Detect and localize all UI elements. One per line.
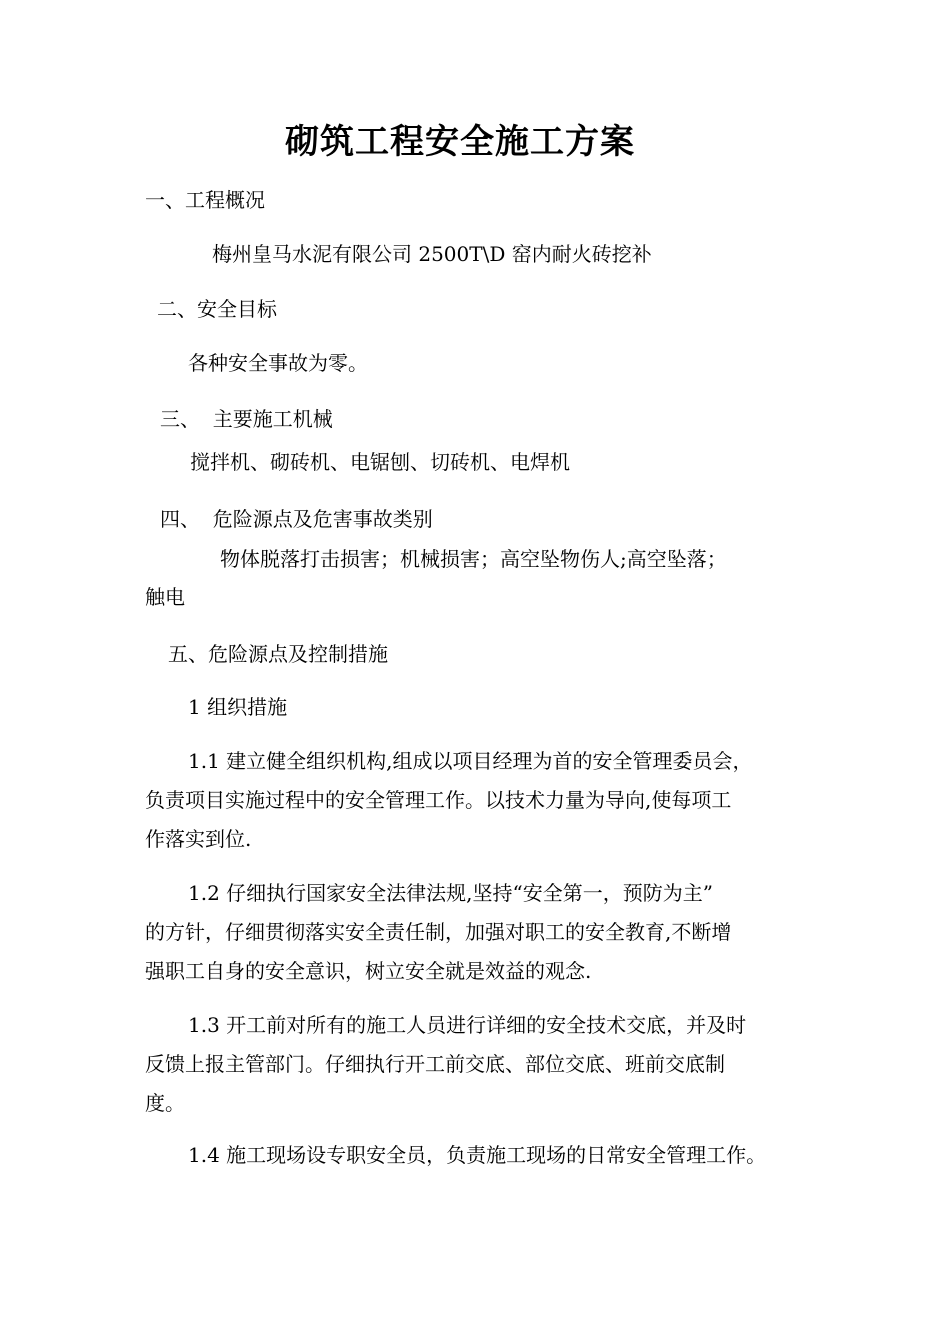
item-1-2-line-3: 强职工自身的安全意识，树立安全就是效益的观念. <box>145 959 592 983</box>
section-4-body-line-2: 触电 <box>145 585 185 609</box>
section-5-heading: 五、危险源点及控制措施 <box>168 642 388 666</box>
item-1-2-line-2: 的方针，仔细贯彻落实安全责任制，加强对职工的安全教育,不断增 <box>145 920 732 944</box>
item-1-1-line-3: 作落实到位. <box>145 827 252 851</box>
section-3-heading: 三、 主要施工机械 <box>160 407 333 431</box>
item-1-1-line-1: 1.1 建立健全组织机构,组成以项目经理为首的安全管理委员会， <box>188 749 753 773</box>
section-1-body: 梅州皇马水泥有限公司 2500T\D 窑内耐火砖挖补 <box>212 242 652 266</box>
section-3-body: 搅拌机、砌砖机、电锯刨、切砖机、电焊机 <box>190 450 570 474</box>
item-1-4-line-1: 1.4 施工现场设专职安全员，负责施工现场的日常安全管理工作。 <box>188 1143 767 1167</box>
item-1-2-line-1: 1.2 仔细执行国家安全法律法规,坚持“安全第一，预防为主” <box>188 881 713 905</box>
section-2-heading: 二、安全目标 <box>157 297 277 321</box>
section-1-heading: 一、工程概况 <box>145 188 265 212</box>
subsection-1-heading: 1 组织措施 <box>188 695 288 719</box>
item-1-3-line-3: 度。 <box>145 1091 185 1115</box>
document-title: 砌筑工程安全施工方案 <box>285 122 635 162</box>
item-1-3-line-1: 1.3 开工前对所有的施工人员进行详细的安全技术交底，并及时 <box>188 1013 747 1037</box>
section-4-body-line-1: 物体脱落打击损害；机械损害；高空坠物伤人;高空坠落； <box>220 547 727 571</box>
section-2-body: 各种安全事故为零。 <box>188 351 368 375</box>
item-1-3-line-2: 反馈上报主管部门。仔细执行开工前交底、部位交底、班前交底制 <box>145 1052 725 1076</box>
item-1-1-line-2: 负责项目实施过程中的安全管理工作。以技术力量为导向,使每项工 <box>145 788 732 812</box>
section-4-heading: 四、 危险源点及危害事故类别 <box>160 507 433 531</box>
